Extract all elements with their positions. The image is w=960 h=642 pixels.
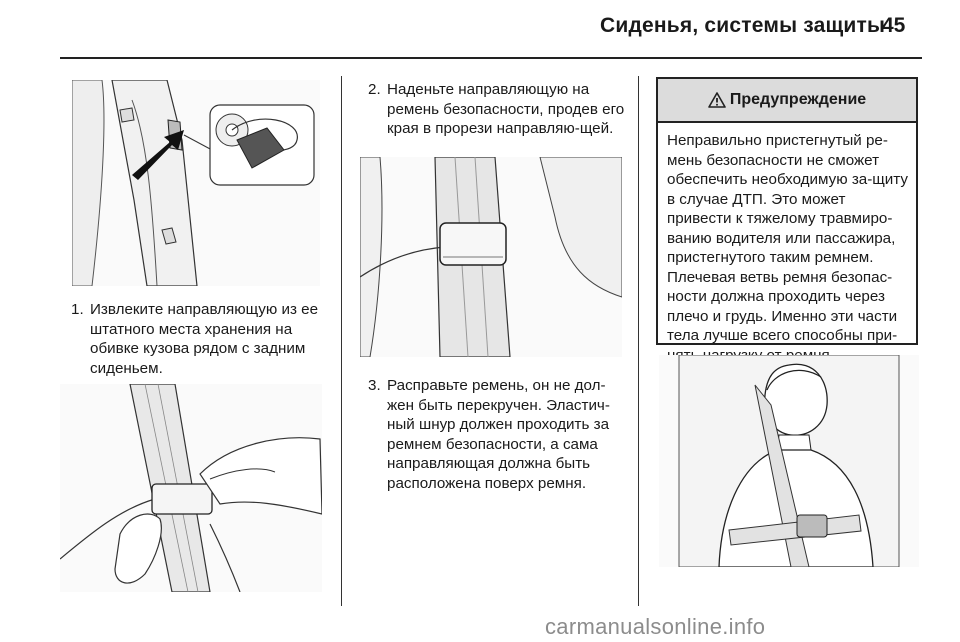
column-divider-right [638, 76, 639, 606]
step-2-text: Наденьте направляющую на ремень безопасности, продев его края в прорези направляю-щей. [387, 81, 625, 137]
step-1-text: Извлеките направляющую из ее штатного места хранения на обивке кузова рядом с задним сиденьем. [90, 301, 319, 377]
step-1 [71, 300, 329, 378]
figure-person-with-belt [659, 355, 919, 567]
header-divider [60, 57, 922, 59]
figure-guide-on-belt [360, 157, 622, 357]
step-2 [368, 80, 630, 139]
warning-text: Неправильно пристегнутый ре-мень безопасности не сможет обеспечить необходимую за-щиту в случае ДТП. Это может привести к тяжелому травмиро-ванию водителя или пассажира, пристегнутого таким ремнем. Плечевая ветвь ремня безопас-ности должна проходить через плечо и грудь. Именно эти части тела лучше всего способны при- [667, 132, 909, 344]
step-3-number: 3. [368, 377, 381, 394]
step-3-text: Расправьте ремень, он не дол-жен быть перекручен. Эластич-ный шнур должен проходить за ремнем безопасности, а сама направляющая должна быть расположена поверх ремня. [387, 377, 610, 492]
column-divider-left [341, 76, 342, 606]
warning-header [658, 79, 916, 123]
step-1-number: 1. [71, 301, 84, 318]
watermark: carmanualsonline.info [545, 614, 766, 639]
step-3 [368, 376, 630, 493]
step-2-number: 2. [368, 81, 381, 98]
warning-triangle-icon [708, 92, 726, 108]
warning-title: Предупреждение [729, 91, 867, 108]
figure-hands-fitting-guide [60, 384, 322, 592]
warning-box [656, 77, 918, 345]
figure-guide-storage [72, 80, 320, 286]
section-title: Сиденья, системы защиты [600, 14, 886, 37]
page-number: 45 [882, 14, 906, 37]
